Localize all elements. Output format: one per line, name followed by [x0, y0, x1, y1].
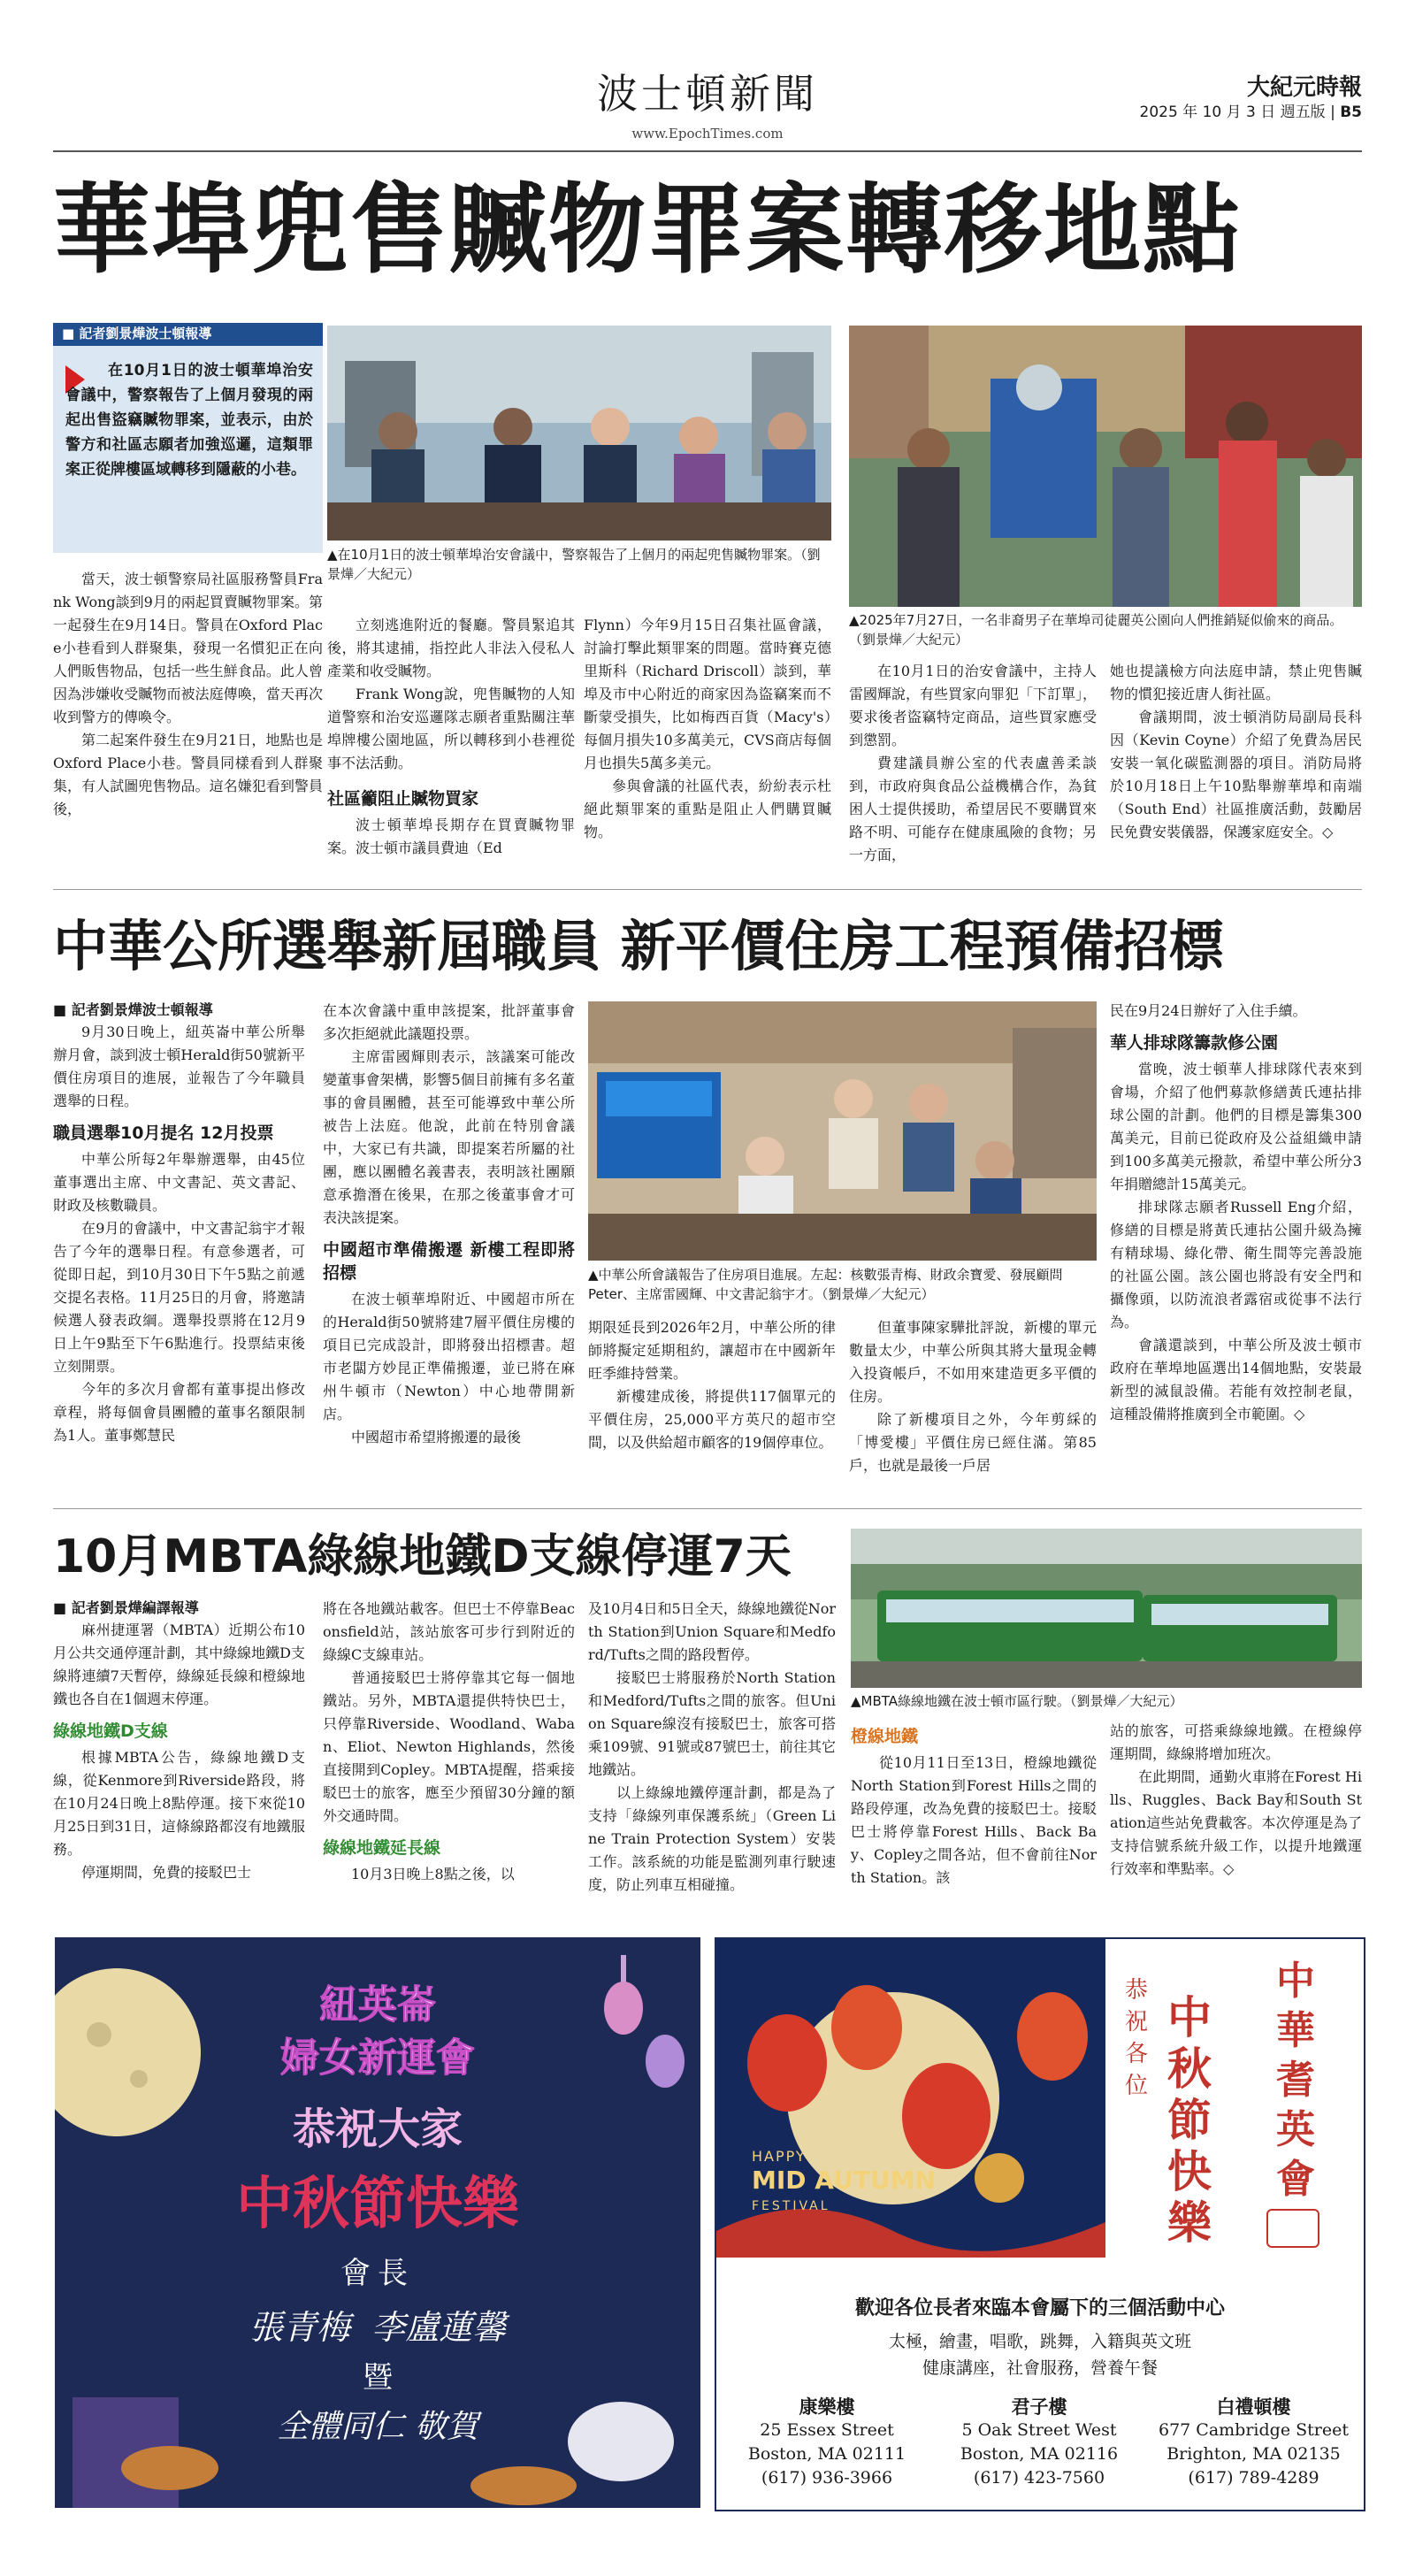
story3-subhead3: 橙線地鐵: [851, 1727, 919, 1746]
story2-subhead1: 職員選舉10月提名 12月投票: [53, 1123, 274, 1143]
story2-col5-p2: 當晚，波士頓華人排球隊代表來到會場，介紹了他們募款修繕黃氏連拈排球公園的計劃。他們的目標是籌集300萬美元，目前已從政府及公益組織申請到100多萬美元撥款，希望中華公所分3年捐贈總計15萬美元。: [1110, 1061, 1362, 1192]
page-separator: |: [1330, 104, 1341, 121]
ad1-greet2: 中秋節快樂: [236, 2171, 519, 2237]
story1-col2-p2: Frank Wong說，兜售贓物的人知道警察和治安巡邏隊志願者重點關注華埠牌樓公園地區，所以轉移到小巷裡從事不法活動。: [327, 686, 575, 771]
story2-col2: [323, 1000, 575, 1449]
ad2-welcome: 歡迎各位長者來臨本會屬下的三個活動中心: [854, 2296, 1225, 2319]
story3-col1-p3: 停運期間，免費的接駁巴士: [81, 1864, 252, 1881]
story2-col2-p3: 在波士頓華埠附近、中國超市所在的Herald街50號將建7層平價住房樓的項目已完成設計，即將發出招標書。超市老闆方妙昆正準備搬遷，並已將在麻州牛頓市（Newton）中心地帶開新店。: [323, 1291, 575, 1422]
story2-col4-p1: 但董事陳家驊批評說，新樓的單元數量太少，中華公所與其將大量現金轉入投資帳戶，不如用來建造更多平價的住房。: [849, 1319, 1097, 1405]
ad2-center-1-addr: 5 Oak Street West: [961, 2420, 1117, 2440]
ad2-center-1-name: 君子樓: [1011, 2396, 1067, 2418]
ad2-lantern-banner: [716, 1939, 1105, 2258]
story2-headline: 中華公所選舉新屆職員 新平價住房工程預備招標: [53, 914, 1224, 978]
ad-womens-association: [55, 1937, 700, 2508]
story1-photo1-caption: ▲在10月1日的波士頓華埠治安會議中，警察報告了上個月的兩起兜售贓物罪案。（劉景燁／大紀元）: [327, 547, 821, 582]
story1-col1-p2: 第二起案件發生在9月21日，地點也是Oxford Place小巷。警員同樣看到人群聚集，有人試圖兜售物品。這名嫌犯看到警員後，: [53, 732, 323, 817]
section-title: 波士頓新聞: [597, 70, 818, 118]
story3-col2: [323, 1598, 575, 1886]
ad2-center-1-phone: (617) 423-7560: [973, 2468, 1105, 2488]
ad2-greet-small-0: 恭: [1124, 1977, 1148, 2004]
ad2-greet-small-1: 祝: [1124, 2009, 1148, 2036]
story2-photo-caption: ▲中華公所會議報告了住房項目進展。左起：核數張青梅、財政余寶愛、發展顧問Peter、主席雷國輝、中文書記翁宇才。（劉景燁／大紀元）: [588, 1267, 1063, 1302]
story1-col3: [584, 614, 831, 844]
story2-col4-p2: 除了新樓項目之外，今年剪綵的「博愛樓」平價住房已經住滿。第85戶，也就是最後一戶居: [849, 1411, 1097, 1474]
green-line-train-svg: [851, 1529, 1362, 1688]
date-text: 2025 年 10 月 3 日 週五版: [1139, 104, 1326, 121]
story1-photo-street: [849, 326, 1362, 607]
story3-col3-p2: 接駁巴士將服務於North Station和Medford/Tufts之間的旅客。但Union Square線沒有接駁巴士，旅客可搭乘109號、91號或87號巴士，前往其它地鐵站。: [588, 1669, 836, 1778]
ad2-greet-small: [1119, 1974, 1154, 2102]
story2-col1-p4: 今年的多次月會都有董事提出修改章程，將每個會員團體的董事名額限制為1人。董事鄭慧民: [53, 1381, 305, 1444]
story1-col4: [849, 660, 1097, 867]
story1-lead: 在10月1日的波士頓華埠治安會議中，警察報告了上個月發現的兩起出售盜竊贓物罪案，並表示，由於警方和社區志願者加強巡邏，這類罪案正從牌樓區域轉移到隱蔽的小巷。: [65, 362, 313, 479]
divider-2: [53, 1508, 1362, 1509]
story1-col2: [327, 614, 575, 860]
story3-col2-p3: 10月3日晚上8點之後，以: [351, 1866, 515, 1882]
story3-col4: [851, 1720, 1097, 1890]
story2-subhead3: 華人排球隊籌款修公園: [1110, 1033, 1279, 1053]
story3-col1-p2: 根據MBTA公告，綠線地鐵D支線，從Kenmore到Riverside路段，將在10月24日晚上8點停運。接下來從10月25日到31日，這條線路都沒有地鐵服務。: [53, 1749, 305, 1858]
story1-photo-meeting: [327, 326, 831, 540]
ad1-role: 會長: [340, 2256, 415, 2291]
story3-col2-p2: 普通接駁巴士將停靠其它每一個地鐵站。另外，MBTA還提供特快巴士，只停靠Riverside、Woodland、Waban、Eliot、Newton Highlands，然後直接開到Copley。MBTA提醒，搭乘接駁巴士的旅客，應至少預留30分鐘的額外交通時間。: [323, 1669, 575, 1824]
ad2-greet-big: [1159, 1992, 1220, 2249]
ad2-org-char-0: 中: [1276, 1959, 1315, 2004]
ad1-all: 全體同仁 敬賀: [277, 2409, 478, 2445]
ad2-center-1: [937, 2395, 1141, 2490]
story1-col5: [1110, 660, 1362, 844]
story1-col1-p1: 當天，波士頓警察局社區服務警員Frank Wong談到9月的兩起買賣贓物罪案。第一起發生在9月14日。警員在Oxford Place小巷看到人群聚集，發現一名慣犯正在向人們販售物品，包括一些生鮮食品。此人曾因為涉嫌收受贓物而被法庭傳喚，當天再次收到警方的傳喚令。: [53, 571, 323, 725]
story1-subhead: 社區籲阻止贓物買家: [327, 789, 479, 809]
ad2-center-0-addr: 25 Essex Street: [760, 2420, 894, 2440]
story3-subhead2: 綠線地鐵延長線: [323, 1838, 441, 1858]
story3-reporter: ■ 記者劉景燁編譯報導: [53, 1599, 199, 1616]
paper-logo: 大紀元時報: [1246, 74, 1362, 101]
ad2-greet-big-0: 中: [1167, 1991, 1212, 2043]
story3-subhead1: 綠線地鐵D支線: [53, 1721, 168, 1741]
story2-col5-p3: 排球隊志願者Russell Eng介紹，修繕的目標是將黃氏連拈公園升級為擁有精球場、綠化帶、衛生間等完善設施的社區公園。該公園也將設有安全門和攝像頭，以防流浪者露宿或從事不法行為。: [1110, 1199, 1362, 1330]
story1-col2-p3: 波士頓華埠長期存在買賣贓物罪案。波士頓市議員費迪（Ed: [327, 816, 575, 856]
story2-reporter: ■ 記者劉景燁波士頓報導: [53, 1001, 213, 1018]
ad2-center-0-phone: (617) 936-3966: [761, 2468, 893, 2488]
ad2-org-name: [1256, 1957, 1335, 2204]
story2-col5: [1110, 1000, 1362, 1426]
ad2-org-char-4: 會: [1276, 2157, 1315, 2202]
story3-col4-p1: 從10月11日至13日，橙線地鐵從North Station到Forest Hills之間的路段停運，改為免費的接駁巴士。接駁巴士將停靠Forest Hills、Back Bay、Copley之間各站，但不會前往North Station。該: [851, 1754, 1097, 1886]
story3-photo-train: [851, 1529, 1362, 1688]
story3-col3-p1: 及10月4日和5日全天，綠線地鐵從North Station到Union Square和Medford/Tufts之間的路段暫停。: [588, 1600, 837, 1663]
story1-col5-p1: 她也提議檢方向法庭申請，禁止兜售贓物的慣犯接近唐人街社區。: [1110, 663, 1362, 702]
ad2-seal-icon: [1266, 2209, 1319, 2248]
story1-col2-p1: 立刻逃進附近的餐廳。警員緊追其後，將其逮捕，指控此人非法入侵私人產業和收受贓物。: [327, 617, 575, 679]
ad2-greet-big-1: 秋: [1167, 2043, 1212, 2095]
story2-col3-p1: 期限延長到2026年2月，中華公所的律師將擬定延期租約，讓超市在中國新年旺季維持營業。: [588, 1319, 836, 1382]
ad2-center-2: [1150, 2395, 1358, 2490]
story2-col1: [53, 1000, 305, 1447]
ad-senior-association: [715, 1937, 1365, 2511]
ad2-center-2-name: 白禮頓樓: [1216, 2396, 1291, 2418]
ad2-center-0-name: 康樂樓: [799, 2396, 855, 2418]
masthead-rule: [53, 150, 1362, 152]
ad2-org-char-2: 耆: [1276, 2058, 1315, 2103]
story2-col4: [849, 1316, 1097, 1477]
story1-headline: 華埠兜售贓物罪案轉移地點: [53, 172, 1242, 287]
ad2-happy: HAPPY: [752, 2148, 807, 2165]
ad2-center-2-city: Brighton, MA 02135: [1166, 2444, 1341, 2464]
story3-col5-p1: 站的旅客，可搭乘綠線地鐵。在橙線停運期間，綠線將增加班次。: [1110, 1722, 1362, 1762]
story1-reporter: ■ 記者劉景燁波士頓報導: [53, 323, 323, 346]
ad2-greet-big-3: 快: [1167, 2145, 1212, 2197]
story1-col4-p1: 在10月1日的治安會議中，主持人雷國輝說，有些買家向罪犯「下訂單」，要求後者盜竊特定商品，這些買家應受到懲罰。: [849, 663, 1098, 748]
story1-lead-box: [53, 323, 323, 553]
story3-col3: [588, 1598, 836, 1897]
story3-col5-p2: 在此期間，通勤火車將在Forest Hills、Ruggles、Back Bay和South Station這些站免費載客。本次停運是為了支持信號系統升級工作，以提升地鐵運行效率和準點率。◇: [1110, 1768, 1362, 1877]
ad2-greet-small-3: 位: [1124, 2073, 1148, 2099]
story2-col5-p1: 民在9月24日辦好了入住手續。: [1110, 1002, 1307, 1019]
ad2-mid-autumn: MID AUTUMN: [752, 2166, 936, 2195]
story1-col5-p2: 會議期間，波士頓消防局副局長科因（Kevin Coyne）介紹了免費為居民安裝一氧化碳監測器的項目。消防局將於10月18日上午10點舉辦華埠和南端（South End）社區推廣活動，鼓勵居民免費安裝儀器，保護家庭安全。◇: [1110, 709, 1362, 840]
ad1-org-line1: 紐英崙: [319, 1982, 436, 2028]
chinese-assoc-photo-svg: [588, 1001, 1097, 1261]
ad2-center-0: [725, 2395, 929, 2490]
ad2-center-2-addr: 677 Cambridge Street: [1159, 2420, 1349, 2440]
story3-col2-p1: 將在各地鐵站載客。但巴士不停靠Beaconsfield站，該站旅客可步行到附近的綠線C支線車站。: [323, 1600, 575, 1663]
ad1-greet1: 恭祝大家: [292, 2104, 463, 2154]
story3-col3-p3: 以上綠線地鐵停運計劃，都是為了支持「綠線列車保護系統」（Green Line Train Protection System）安裝工作。該系統的功能是監測列車行駛速度，防止列車互相碰撞。: [588, 1784, 836, 1893]
ad2-activities2: 健康講座，社會服務，營養午餐: [922, 2358, 1158, 2378]
story3-col5: [1110, 1720, 1362, 1881]
story1-col4-p2: 費建議員辦公室的代表盧善柔談到，市政府與食品公益機構合作，為貧困人士提供援助，希望居民不要購買來路不明、可能存在健康風險的食物；另一方面，: [849, 755, 1097, 863]
story2-col3-p2: 新樓建成後，將提供117個單元的平價住房，25,000平方英尺的超市空間，以及供給超市顧客的19個停車位。: [588, 1388, 836, 1451]
ad1-and: 暨: [363, 2360, 393, 2396]
story2-col2-p1: 在本次會議中重申該提案，批評董事會多次拒絕就此議題投票。: [323, 1002, 575, 1042]
street-photo-svg: [849, 326, 1362, 607]
story2-col5-p4: 會議還談到，中華公所及波士頓市政府在華埠地區選出14個地點，安裝最新型的滅鼠設備。若能有效控制老鼠，這種設備將推廣到全市範圍。◇: [1110, 1337, 1362, 1422]
ad2-activities1: 太極，繪畫，唱歌，跳舞，入籍與英文班: [888, 2332, 1191, 2351]
meeting-photo-svg: [327, 326, 831, 540]
story3-headline: 10月MBTA綠線地鐵D支線停運7天: [53, 1530, 792, 1583]
story2-col2-p4: 中國超市希望將搬遷的最後: [351, 1429, 522, 1445]
ad2-festival: FESTIVAL: [752, 2199, 830, 2213]
story2-photo-meeting: [588, 1001, 1097, 1261]
story2-col1-p3: 在9月的會議中，中文書記翁宇才報告了今年的選舉日程。有意參選者，可從即日起，到10月30日下午5點之前遞交提名表格。11月25日的月會，將邀請候選人發表政綱。選舉投票將在12月9日上午9點至下午6點進行。投票結束後立刻開票。: [53, 1220, 305, 1375]
ad2-org-char-1: 華: [1276, 2008, 1315, 2053]
divider-1: [53, 889, 1362, 890]
story2-col1-p2: 中華公所每2年舉辦選舉，由45位董事選出主席、中文書記、英文書記、財政及核數職員。: [53, 1151, 305, 1214]
story1-col1: [53, 568, 323, 821]
ad2-center-2-phone: (617) 789-4289: [1188, 2468, 1319, 2488]
issue-date: [1140, 99, 1362, 121]
ad2-center-1-city: Boston, MA 02116: [960, 2444, 1119, 2464]
story2-col2-p2: 主席雷國輝則表示，該議案可能改變董事會架構，影響5個目前擁有多名董事的會員團體，甚至可能導致中華公所被告上法庭。他說，此前在特別會議中，大家已有共識，即提案若所屬的社團，應以團體名義書表，表明該社團願意承擔潛在後果，在那之後董事會才可表決該提案。: [323, 1048, 575, 1226]
ad2-greet-big-4: 樂: [1167, 2196, 1212, 2249]
story3-col1-p1: 麻州捷運署（MBTA）近期公布10月公共交通停運計劃，其中綠線地鐵D支線將連續7天暫停，綠線延長線和橙線地鐵也各自在1個週末停運。: [53, 1622, 305, 1707]
ad2-greet-small-2: 各: [1124, 2041, 1148, 2067]
story1-col3-p2: 參與會議的社區代表，紛紛表示杜絕此類罪案的重點是阻止人們購買贓物。: [584, 778, 831, 840]
story3-col1: [53, 1598, 305, 1884]
ad1-org-line2: 婦女新運會: [280, 2036, 475, 2081]
story3-photo-caption: ▲MBTA綠線地鐵在波士頓市區行駛。（劉景燁／大紀元）: [851, 1693, 1183, 1709]
story2-col3: [588, 1316, 836, 1454]
story2-col1-p1: 9月30日晚上，紐英崙中華公所舉辦月會，談到波士頓Herald街50號新平價住房項目的進展，並報告了今年職員選舉的日程。: [53, 1024, 305, 1109]
ad1-names: 張青梅 李盧蓮馨: [249, 2308, 507, 2347]
ad2-org-char-3: 英: [1276, 2107, 1315, 2152]
page-number: B5: [1340, 104, 1362, 121]
ad2-center-0-city: Boston, MA 02111: [747, 2444, 906, 2464]
site-url: www.EpochTimes.com: [631, 126, 784, 142]
ad2-greet-big-2: 節: [1167, 2094, 1212, 2146]
story1-col3-p1: Flynn）今年9月15日召集社區會議，討論打擊此類罪案的問題。當時賽克德里斯科（Richard Driscoll）談到，華埠及市中心附近的商家因為盜竊案而不斷蒙受損失，比如梅西百貨（Macy's）每個月損失10多萬美元，CVS商店每個月也損失5萬多美元。: [584, 617, 831, 771]
story1-photo2-caption: ▲2025年7月27日，一名非裔男子在華埠司徒麗英公園向人們推銷疑似偷來的商品。（劉景燁／大紀元）: [849, 612, 1343, 648]
story2-subhead2: 中國超市準備搬遷 新樓工程即將招標: [323, 1240, 575, 1283]
